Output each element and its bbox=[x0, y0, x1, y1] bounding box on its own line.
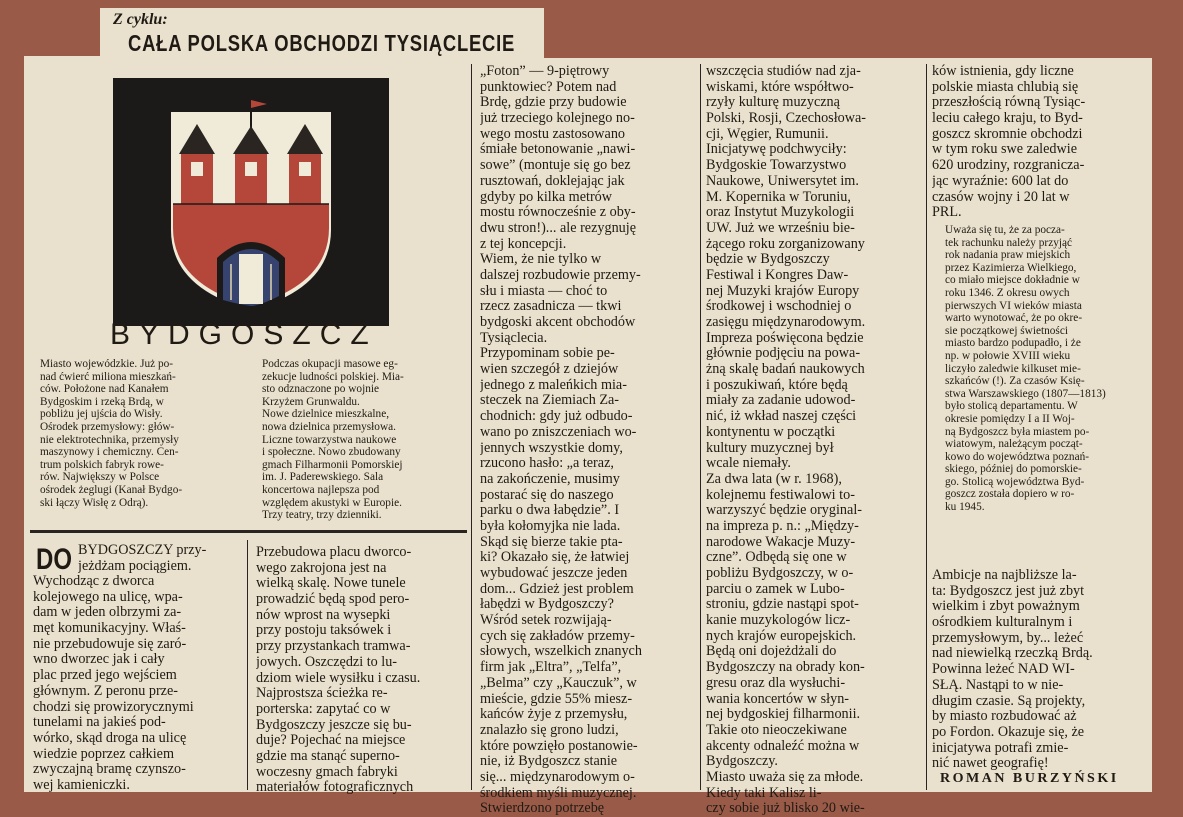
text-line: wybudować jeszcze jeden bbox=[480, 566, 628, 581]
text-line: nie, iż Bydgoszcz stanie bbox=[480, 754, 618, 770]
text-line: Polski, Rosji, Czechosłowa- bbox=[706, 111, 866, 127]
text-line: Powinna leżeć NAD WI- bbox=[932, 662, 1075, 678]
text-line: wiedzie poprzez całkiem bbox=[33, 746, 175, 762]
text-line: parku o dwa łabędzie”. I bbox=[480, 503, 620, 519]
text-line: rów. Największy w Polsce bbox=[40, 471, 160, 484]
text-line: i poszukiwań, które będą bbox=[706, 377, 848, 393]
text-line: się... międzynarodowym o- bbox=[480, 769, 635, 785]
text-line: stwa Warszawskiego (1807—1813) bbox=[945, 387, 1106, 400]
text-line: już trzeciego kolejnego no- bbox=[480, 111, 635, 127]
coat-of-arms-icon bbox=[113, 78, 389, 326]
text-line: jennych wszystkie domy, bbox=[480, 440, 623, 456]
text-line: ku 1945. bbox=[945, 501, 985, 514]
text-line: roku 1346. Z okresu owych bbox=[945, 286, 1070, 299]
text-line: słu i miasta — choć to bbox=[480, 283, 608, 299]
text-line: dom... Gdzież jest problem bbox=[480, 581, 634, 597]
text-line: gresu oraz dla wysłuchi- bbox=[706, 675, 846, 691]
text-line: sowe” (montuje się go bez bbox=[480, 158, 631, 174]
text-line: dziom wiele wysiłku i czasu. bbox=[256, 670, 421, 686]
text-line: wórko, skąd droga na ulicę bbox=[33, 730, 187, 746]
article-column-4 bbox=[706, 64, 920, 817]
text-line: gdyby po kilka metrów bbox=[480, 189, 613, 205]
text-line: porterska: zapytać co w bbox=[256, 701, 391, 717]
text-line: ośrodek żeglugi (Kanał Bydgo- bbox=[40, 483, 183, 496]
article-column-5-top bbox=[932, 64, 1146, 221]
text-line: stroniu, gdzie nastąpi spot- bbox=[706, 597, 859, 613]
city-name: BYDGOSZCZ bbox=[110, 318, 378, 351]
text-line: woczesny gmach fabryki bbox=[256, 764, 398, 780]
text-line: materiałów fotograficznych bbox=[256, 780, 414, 796]
text-line: i społeczne. Nowo zbudowany bbox=[262, 446, 401, 459]
text-line: cji, Węgier, Rumunii. bbox=[706, 126, 829, 142]
text-line: jąc wyraźnie: 600 lat do bbox=[932, 173, 1069, 189]
text-line: leciu całego kraju, to Byd- bbox=[932, 111, 1083, 127]
text-line: Za dwa lata (w r. 1968), bbox=[706, 471, 842, 487]
text-line: Miasto uważa się za młode. bbox=[706, 769, 864, 785]
text-line: kontynentu w początki bbox=[706, 424, 836, 440]
article-column-5-bottom bbox=[932, 568, 1146, 772]
text-line: wego zakrojona jest na bbox=[256, 560, 387, 576]
text-line: akcenty odnaleźć można w bbox=[706, 738, 860, 754]
text-line: BYDGOSZCZY przy- bbox=[78, 543, 207, 558]
text-line: Naukowe, Uniwersytet im. bbox=[706, 173, 859, 189]
text-line: wiskami, które współtwo- bbox=[706, 79, 854, 95]
text-line: wania koncertów w słyn- bbox=[706, 691, 850, 707]
text-line: było stolicą departamentu. W bbox=[945, 400, 1078, 413]
text-line: koncertowa najlepsza pod bbox=[262, 483, 380, 496]
text-line: UW. Już we wrześniu bie- bbox=[706, 220, 855, 236]
text-line: Ośrodek przemysłowy: głów- bbox=[40, 420, 175, 433]
text-line: Uważa się tu, że za pocza- bbox=[945, 224, 1065, 236]
text-line: wego mostu zastosowano bbox=[480, 126, 626, 142]
text-line: parciu o zamek w Lubo- bbox=[706, 581, 845, 597]
text-line: Liczne towarzystwa naukowe bbox=[262, 433, 397, 446]
text-line: Miasto wojewódzkie. Już po- bbox=[40, 358, 174, 370]
text-line: M. Kopernika w Toruniu, bbox=[706, 189, 851, 205]
text-line: Bydgoszczy jeszcze się bu- bbox=[256, 717, 412, 733]
text-line: kolejnemu festiwalowi to- bbox=[706, 487, 855, 503]
text-line: przemysłowym, by... leżeć bbox=[932, 630, 1084, 646]
text-line: goszcz została dopiero w ro- bbox=[945, 488, 1075, 501]
text-line: Impreza poświęcona będzie bbox=[706, 330, 864, 346]
text-line: steczek na Ziemiach Za- bbox=[480, 393, 620, 409]
text-line: postarać się do naszego bbox=[480, 487, 614, 503]
text-line: Stwierdzono potrzebę bbox=[480, 801, 605, 817]
text-line: środkowej i wschodniej o bbox=[706, 299, 852, 315]
text-line: kańców żyje z przemysłu, bbox=[480, 707, 628, 723]
text-line: nów wprost na wysepki bbox=[256, 607, 391, 623]
text-line: warto wynotować, że po okre- bbox=[945, 312, 1083, 325]
text-line: prowadzić będą spod pero- bbox=[256, 592, 410, 608]
text-line: żną skalę badań naukowych bbox=[706, 362, 865, 378]
text-line: pobliżu Bydgoszczy, w o- bbox=[706, 566, 854, 581]
text-line: nej bydgoskiej filharmonii. bbox=[706, 707, 861, 723]
text-line: „Foton” — 9-piętrowy bbox=[480, 64, 610, 79]
text-line: jednego z maleńkich mia- bbox=[480, 377, 627, 393]
text-line: Tysiąclecia. bbox=[480, 330, 548, 346]
text-line: Wychodząc z dworca bbox=[33, 574, 155, 589]
text-line: jeżdżam pociągiem. bbox=[78, 558, 192, 574]
text-line: sto odznaczone po wojnie bbox=[262, 383, 380, 396]
text-line: żącego roku zorganizowany bbox=[706, 236, 865, 252]
text-line: np. w połowie XVIII wieku bbox=[945, 349, 1071, 362]
text-line: kolejowego na ulicę, wpa- bbox=[33, 589, 183, 605]
text-line: Bydgoszczy na obrady kon- bbox=[706, 660, 865, 676]
text-line: okresie pomiędzy I a II Woj- bbox=[945, 412, 1075, 425]
text-line: Przypominam sobie pe- bbox=[480, 346, 615, 362]
text-line: ośrodkiem kulturalnym i bbox=[932, 615, 1073, 631]
text-line: wielkim i zbyt poważnym bbox=[932, 599, 1080, 615]
text-line: tek rachunku należy przyjąć bbox=[945, 236, 1073, 249]
text-line: firm jak „Eltra”, „Telfa”, bbox=[480, 660, 622, 676]
text-line: skiego, później do pomorskie- bbox=[945, 463, 1082, 476]
text-line: nych krajów europejskich. bbox=[706, 628, 857, 644]
text-line: Będą oni dojeżdżali do bbox=[706, 644, 837, 660]
text-line: łabędzi w Bydgoszczy? bbox=[480, 597, 614, 613]
text-line: była kołomyjka nie lada. bbox=[480, 518, 621, 534]
text-line: Kiedy taki Kalisz li- bbox=[706, 785, 822, 801]
text-line: wien szczegół z dziejów bbox=[480, 362, 619, 378]
text-line: męt komunikacyjny. Właś- bbox=[33, 621, 186, 637]
text-line: wano po zniszczeniach wo- bbox=[480, 424, 637, 440]
text-line: SŁĄ. Nastąpi to w nie- bbox=[932, 677, 1064, 693]
article-column-5-note bbox=[945, 224, 1145, 514]
text-line: warzyszyć będzie oryginal- bbox=[706, 503, 862, 519]
text-line: czasów wojny i 20 lat w bbox=[932, 189, 1070, 205]
text-line: kultury muzycznej był bbox=[706, 440, 834, 456]
text-line: wszczęcia studiów nad zja- bbox=[706, 64, 861, 79]
text-line: Wśród setek rozwijają- bbox=[480, 613, 612, 629]
text-line: Najprostsza ścieżka re- bbox=[256, 686, 388, 702]
text-line: plac przed jego wejściem bbox=[33, 668, 177, 684]
text-line: polskie miasta chlubią się bbox=[932, 79, 1079, 95]
text-line: duje? Pojechać na miejsce bbox=[256, 733, 406, 749]
text-line: co miało miejsce dokładnie w bbox=[945, 274, 1080, 287]
author-signature: ROMAN BURZYŃSKI bbox=[940, 771, 1119, 786]
text-line: im. J. Paderewskiego. Sala bbox=[262, 471, 384, 484]
text-line: trum polskich fabryk rowe- bbox=[40, 458, 164, 471]
coat-of-arms bbox=[113, 78, 389, 326]
text-line: będzie w Bydgoszczy bbox=[706, 252, 830, 268]
text-line: szkańców (!). Za czasów Księ- bbox=[945, 375, 1085, 388]
article-column-3 bbox=[480, 64, 694, 817]
text-line: tunelami na jakieś pod- bbox=[33, 715, 166, 731]
text-line: ną Bydgoszcz była miastem po- bbox=[945, 425, 1090, 438]
text-line: wiatowym, należącym począt- bbox=[945, 438, 1083, 451]
text-line: Skąd się bierze takie pta- bbox=[480, 534, 623, 550]
column-rule-2 bbox=[247, 540, 248, 790]
text-line: długim czasie. Są projekty, bbox=[932, 693, 1086, 709]
series-kicker: Z cyklu: bbox=[113, 11, 168, 28]
text-line: śmiałe betonowanie „nawi- bbox=[480, 142, 636, 158]
text-line: czne”. Odbędą się one w bbox=[706, 550, 847, 566]
text-line: rzecz zasadnicza — tkwi bbox=[480, 299, 622, 315]
text-line: nie elektrotechnika, przemysły bbox=[40, 433, 179, 446]
text-line: ta: Bydgoszcz jest już zbyt bbox=[932, 583, 1085, 599]
text-line: nić, iż wkład naszej części bbox=[706, 409, 857, 425]
text-line: dam w jeden olbrzymi za- bbox=[33, 605, 182, 621]
text-line: ków istnienia, gdy liczne bbox=[932, 64, 1074, 79]
text-line: miały za zadanie udowod- bbox=[706, 393, 856, 409]
text-line: przy postoju taksówek i bbox=[256, 623, 392, 639]
text-line: wno dworzec jak i cały bbox=[33, 652, 165, 668]
text-line: ki? Okazało się, że łatwiej bbox=[480, 550, 630, 566]
text-line: wcale niemały. bbox=[706, 456, 791, 472]
text-line: liczyło zaledwie kilkuset mie- bbox=[945, 362, 1081, 375]
text-line: Takie oto nieoczekiwane bbox=[706, 722, 847, 738]
text-line: 620 urodziny, rozgranicza- bbox=[932, 158, 1085, 174]
text-line: na zakończenie, musimy bbox=[480, 471, 620, 487]
text-line: Festiwal i Kongres Daw- bbox=[706, 267, 849, 283]
text-line: pobliżu jej ujścia do Wisły. bbox=[40, 408, 163, 421]
text-line: wej kamieniczki. bbox=[33, 777, 130, 793]
article-column-2 bbox=[256, 545, 468, 796]
text-line: Ambicje na najbliższe la- bbox=[932, 568, 1077, 583]
text-line: mieście, gdzie 55% miesz- bbox=[480, 691, 633, 707]
text-line: Bydgoskim i rzeką Brdą, w bbox=[40, 395, 164, 408]
text-line: Bydgoskie Towarzystwo bbox=[706, 158, 847, 174]
text-line: by miasto rozbudować aż bbox=[932, 709, 1077, 725]
text-line: cych się zakładów przemy- bbox=[480, 628, 635, 644]
text-line: rzyły kulturę muzyczną bbox=[706, 95, 840, 111]
article-column-1 bbox=[33, 574, 244, 794]
text-line: ców. Położone nad Kanałem bbox=[40, 383, 169, 396]
text-line: nić nawet geografię! bbox=[932, 756, 1049, 772]
text-line: Inicjatywę podchwyciły: bbox=[706, 142, 847, 158]
text-line: słowych, wszelkich znanych bbox=[480, 644, 642, 660]
text-line: z tej koncepcji. bbox=[480, 236, 567, 252]
text-line: punktowiec? Potem nad bbox=[480, 79, 617, 95]
text-line: które powzięło postanowie- bbox=[480, 738, 638, 754]
text-line: „Belma” czy „Kauczuk”, w bbox=[480, 675, 637, 691]
info-right bbox=[262, 358, 468, 522]
text-line: gmach Filharmonii Pomorskiej bbox=[262, 458, 403, 471]
text-line: rzucono hasło: „a teraz, bbox=[480, 456, 614, 472]
text-line: Wiem, że nie tylko w bbox=[480, 252, 602, 268]
text-line: nad ćwierć miliona mieszkań- bbox=[40, 370, 176, 383]
text-line: czy sobie już blisko 20 wie- bbox=[706, 801, 865, 817]
text-line: Krzyżem Grunwaldu. bbox=[262, 395, 360, 408]
text-line: środkiem myśli muzycznej. bbox=[480, 785, 637, 801]
text-line: Nowe dzielnice mieszkalne, bbox=[262, 408, 390, 421]
text-line: Bydgoszczy. bbox=[706, 754, 778, 770]
text-line: go. Stolicą województwa Byd- bbox=[945, 475, 1085, 488]
text-line: przez Kazimierza Wielkiego, bbox=[945, 261, 1077, 274]
column-rule-4 bbox=[700, 64, 701, 790]
text-line: kowo do województwa poznań- bbox=[945, 450, 1089, 463]
text-line: narodowe Wakacje Muzy- bbox=[706, 534, 856, 550]
text-line: zekucje ludności polskiej. Mia- bbox=[262, 370, 404, 383]
text-line: PRL. bbox=[932, 205, 962, 221]
text-line: głównie podjęciu na powa- bbox=[706, 346, 861, 362]
text-line: przy przystankach tramwa- bbox=[256, 639, 411, 655]
text-line: znalazło się grono ludzi, bbox=[480, 722, 619, 738]
text-line: Podczas okupacji masowe eg- bbox=[262, 358, 398, 370]
text-line: inicjatywa potrafi zmie- bbox=[932, 740, 1069, 756]
text-line: chodzi się prowizorycznymi bbox=[33, 699, 194, 715]
article-lead bbox=[78, 543, 244, 574]
text-line: przeszłością równą Tysiąc- bbox=[932, 95, 1086, 111]
text-line: mostu równocześnie z oby- bbox=[480, 205, 636, 221]
text-line: bydgoski akcent obchodów bbox=[480, 315, 636, 330]
text-line: zwyczajną bramę czynszo- bbox=[33, 762, 186, 778]
text-line: nej Muzyki krajów Europy bbox=[706, 283, 860, 299]
text-line: miasto bardzo podupadło, i że bbox=[945, 337, 1081, 350]
column-rule-3 bbox=[471, 64, 472, 790]
text-line: goszcz skromnie obchodzi bbox=[932, 126, 1083, 142]
info-divider-rule bbox=[30, 530, 467, 533]
text-line: dalszej rozbudowie przemy- bbox=[480, 267, 641, 283]
text-line: chodnich: gdy już odbudo- bbox=[480, 409, 633, 425]
text-line: dwu stron!)... ale rezygnuję bbox=[480, 220, 637, 236]
text-line: na impreza p. n.: „Między- bbox=[706, 518, 859, 534]
text-line: sie początkowej świetności bbox=[945, 324, 1068, 337]
text-line: gdzie ma stanąć superno- bbox=[256, 748, 400, 764]
text-line: wielką skalę. Nowe tunele bbox=[256, 576, 406, 592]
text-line: kanie muzykologów licz- bbox=[706, 613, 851, 629]
text-line: Trzy teatry, trzy dzienniki. bbox=[262, 509, 382, 522]
text-line: po Fordon. Okazuje się, że bbox=[932, 724, 1085, 740]
info-left bbox=[40, 358, 245, 509]
headline: CAŁA POLSKA OBCHODZI TYSIĄCLECIE bbox=[128, 30, 516, 56]
text-line: Brdę, gdzie przy budowie bbox=[480, 95, 627, 111]
text-line: w tym roku swe zaledwie bbox=[932, 142, 1077, 158]
text-line: nad niewielką rzeczką Brdą. bbox=[932, 646, 1093, 662]
article-dropcap: DO bbox=[36, 543, 72, 576]
text-line: względem akustyki w Europie. bbox=[262, 496, 402, 509]
text-line: nie przebudowuje się zaró- bbox=[33, 636, 187, 652]
text-line: pierwszych VI wieków miasta bbox=[945, 299, 1082, 312]
text-line: rok nadania praw miejskich bbox=[945, 249, 1071, 262]
text-line: maszynowy i chemiczny. Cen- bbox=[40, 446, 179, 459]
text-line: Przebudowa placu dworco- bbox=[256, 545, 412, 560]
text-line: głównym. Z peronu prze- bbox=[33, 683, 178, 699]
text-line: zasięgu międzynarodowym. bbox=[706, 315, 866, 330]
text-line: ski łączy Wisłę z Odrą). bbox=[40, 496, 149, 509]
text-line: nowa dzielnica przemysłowa. bbox=[262, 420, 396, 433]
text-line: oraz Instytut Muzykologii bbox=[706, 205, 855, 221]
column-rule-5 bbox=[926, 64, 927, 790]
text-line: rusztowań, doklejając jak bbox=[480, 173, 625, 189]
text-line: jowych. Oszczędzi to lu- bbox=[256, 654, 398, 670]
